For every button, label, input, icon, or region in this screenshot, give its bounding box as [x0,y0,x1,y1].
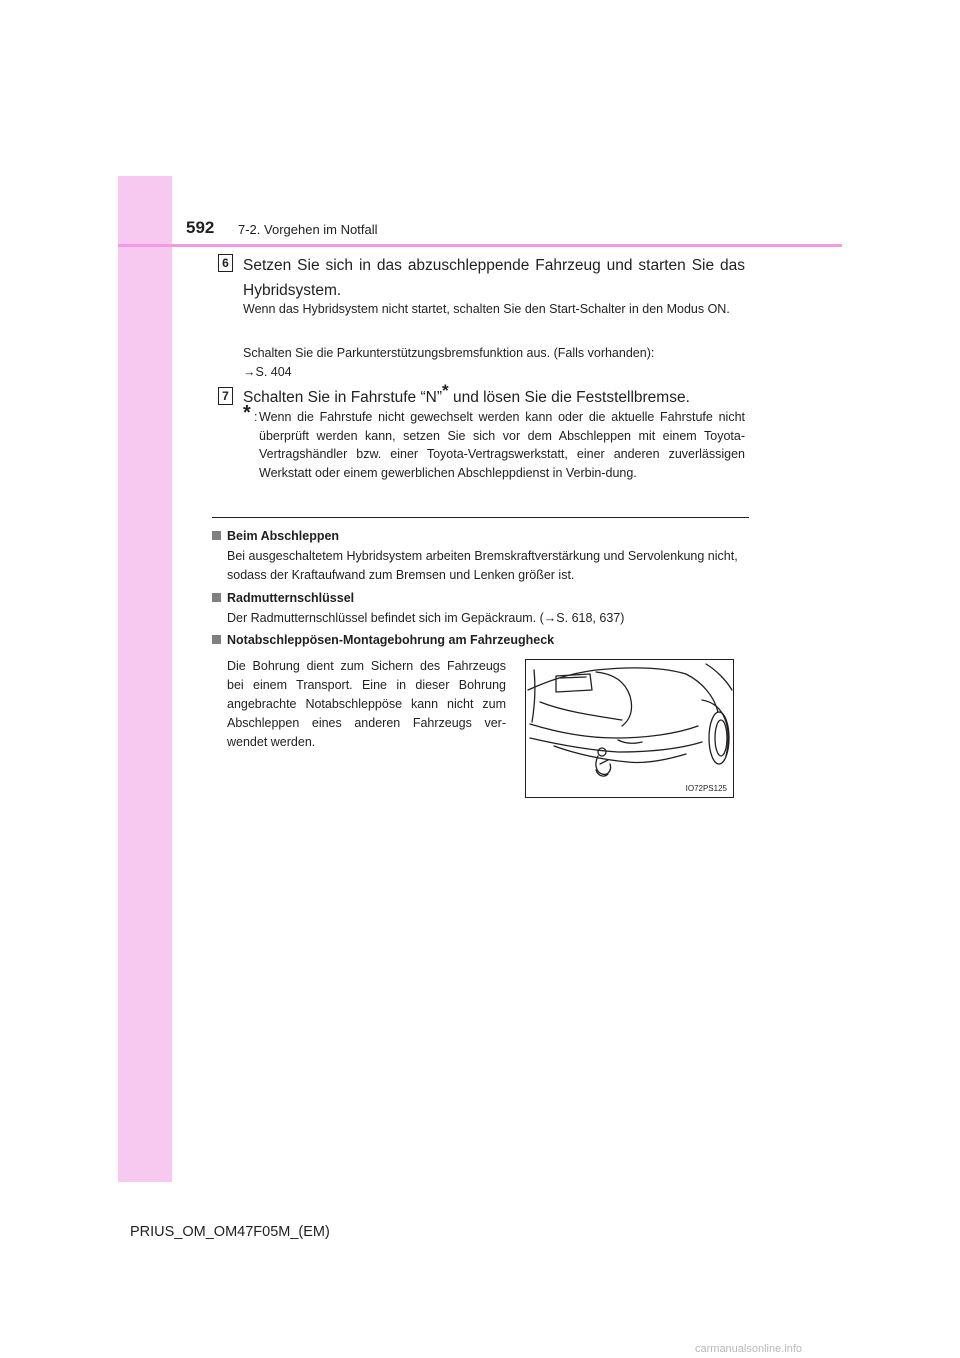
chapter-sidebar-tab [118,176,172,1182]
section-heading-towing-label: Beim Abschleppen [227,529,340,543]
section-body-tow-eye-hole: Die Bohrung dient zum Sichern des Fahrzeugs bei einem Transport. Eine in dieser Bohrung angebrachte Notabschleppöse kann nicht zum Abschleppen eines anderen Fahrzeugs ver-wendet werden. [227,659,506,749]
step-6-note-1: Wenn das Hybridsystem nicht startet, schalten Sie den Start-Schalter in den Modus ON. [243,302,730,316]
section-heading-wrench [212,589,354,607]
step-7-footnote-marker: * [442,380,449,400]
section-heading-tow-eye-hole [212,631,554,649]
section-body-towing: Bei ausgeschaltetem Hybridsystem arbeiten Bremskraftverstärkung und Servolenkung nicht, sodass der Kraftaufwand zum Bremsen und Lenken größer ist. [227,549,738,582]
section-title: 7-2. Vorgehen im Notfall [238,222,378,237]
footnote [243,402,745,482]
header-rule [118,244,842,247]
square-bullet-icon [212,635,221,644]
section-heading-tow-eye-hole-label: Notabschleppösen-Montagebohrung am Fahrzeugheck [227,633,555,647]
step-6-heading: Setzen Sie sich in das abzuschleppende Fahrzeug und starten Sie das Hybridsystem. [243,257,745,299]
step-7-heading [243,380,745,410]
figure-code: IO72PS125 [685,784,727,793]
step-badge-7: 7 [218,387,233,405]
step-6-note-3: →S. 404 [243,365,292,379]
square-bullet-icon [212,593,221,602]
section-divider [212,517,749,518]
square-bullet-icon [212,531,221,540]
page-number: 592 [186,218,215,237]
section-heading-towing [212,527,339,545]
section-body-wrench: Der Radmutternschlüssel befindet sich im Gepäckraum. (→S. 618, 637) [227,611,625,625]
step-badge-6: 6 [218,254,233,272]
watermark: carmanualsonline.info [695,1343,803,1355]
rear-bumper-tow-eye-icon [526,660,733,797]
step-7-heading-after: und lösen Sie die Feststellbremse. [448,389,690,406]
section-heading-wrench-label: Radmutternschlüssel [227,591,355,605]
footnote-marker: * [243,402,251,424]
footnote-colon: : [254,410,258,424]
document-code: PRIUS_OM_OM47F05M_(EM) [130,1224,330,1240]
rear-bumper-figure [525,659,734,798]
footnote-text: Wenn die Fahrstufe nicht gewechselt werden kann oder die aktuelle Fahrstufe nicht überprüft werden kann, setzen Sie sich vor dem Abschleppen mit einem Toyota-Vertragshändler bzw. einer Toyota-Vertragswerkstatt, einer anderen zuverlässigen Werkstatt oder einem gewerblichen Abschleppdienst in Verbin-dung. [259,410,745,480]
step-6-note-2: Schalten Sie die Parkunterstützungsbremsfunktion aus. (Falls vorhanden): [243,346,655,360]
step-7-heading-before: Schalten Sie in Fahrstufe “N” [243,389,443,406]
